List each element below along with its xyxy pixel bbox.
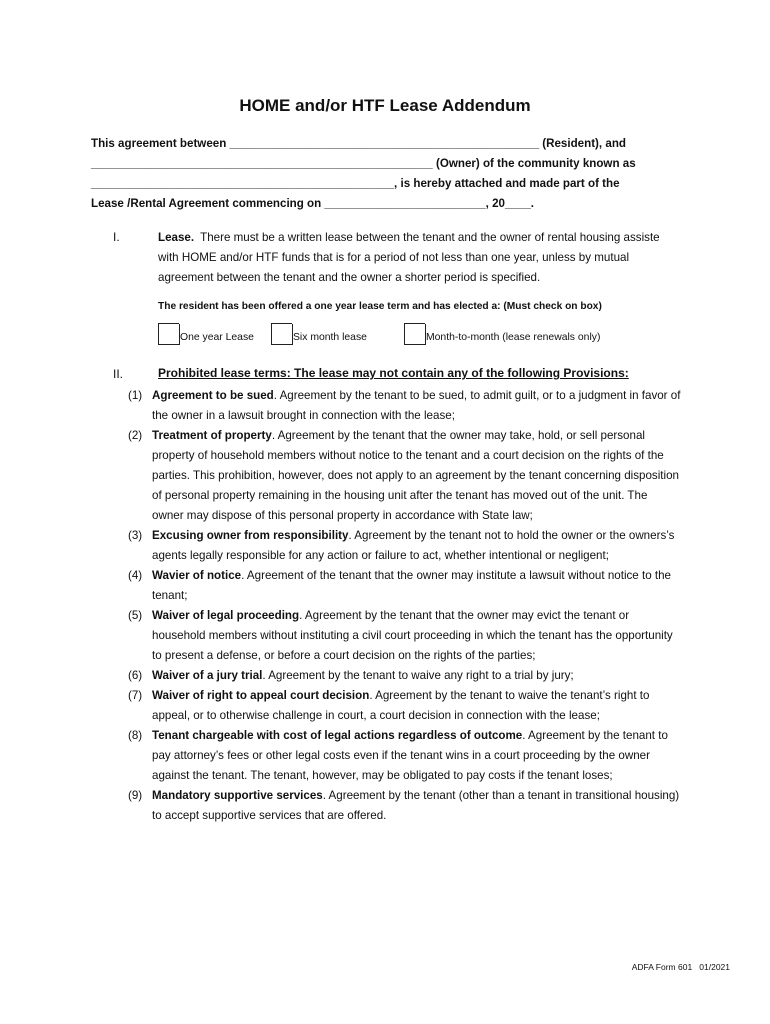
item-text: . Agreement by the tenant that the owner may evict the tenant or household members without instituting a civil court proceeding in which the tenant has the opportunity to present a defense, or before a court decision on the rights of the parties; <box>152 609 673 662</box>
list-item <box>122 666 682 686</box>
item-number: (3) <box>128 529 143 542</box>
month-to-month-label: Month-to-month (lease renewals only) <box>426 332 601 343</box>
list-item <box>122 386 682 426</box>
section-1-number: I. <box>113 230 120 244</box>
form-footer: ADFA Form 601 01/2021 <box>631 962 730 972</box>
prohibited-terms-list <box>122 386 682 826</box>
item-title: Waiver of right to appeal court decision <box>152 689 370 702</box>
intro-line-4: Lease /Rental Agreement commencing on _________________________, 20____. <box>91 197 534 210</box>
list-item <box>122 686 682 726</box>
item-number: (7) <box>128 689 143 702</box>
list-item <box>122 426 682 526</box>
item-text: . Agreement by the tenant not to hold the owner or the owners’s agents legally responsible for any action or failure to act, whether intentional or negligent; <box>152 529 675 562</box>
intro-paragraph <box>91 134 691 214</box>
item-number: (1) <box>128 389 143 402</box>
item-text: . Agreement by the tenant that the owner may take, hold, or sell personal property of household members without notice to the tenant and a court decision on the rights of the parties. This prohibition, however, does not apply to an agreement by the tenant concerning disposition of personal property remaining in the housing unit after the tenant has moved out of the unit. The owner may dispose of this personal property in accordance with State law; <box>152 429 679 522</box>
month-to-month-checkbox[interactable] <box>404 323 425 345</box>
item-text: . Agreement by the tenant to waive the tenant’s right to appeal, or to otherwise challenge in court, a court decision in connection with the lease; <box>152 689 650 722</box>
intro-line-1: This agreement between ________________________________________________ (Resident), and <box>91 137 626 150</box>
item-text: . Agreement by the tenant to be sued, to admit guilt, or to a judgment in favor of the owner in a lawsuit brought in connection with the lease; <box>152 389 681 422</box>
list-item <box>122 566 682 606</box>
item-text: . Agreement of the tenant that the owner may institute a lawsuit without notice to the tenant; <box>152 569 671 602</box>
item-number: (2) <box>128 429 143 442</box>
list-item <box>122 786 682 826</box>
document-title: HOME and/or HTF Lease Addendum <box>239 96 531 115</box>
item-number: (9) <box>128 789 143 802</box>
item-text: . Agreement by the tenant to waive any right to a trial by jury; <box>262 669 574 682</box>
item-title: Waiver of a jury trial <box>152 669 263 682</box>
section-1-heading: Lease. <box>158 231 195 244</box>
list-item <box>122 726 682 786</box>
item-text: . Agreement by the tenant (other than a tenant in transitional housing) to accept supportive services that are offered. <box>152 789 680 822</box>
one-year-checkbox[interactable] <box>158 323 179 345</box>
section-1-body <box>158 228 668 288</box>
item-title: Wavier of notice <box>152 569 242 582</box>
section-2-heading: Prohibited lease terms: The lease may not contain any of the following Provisions: <box>158 366 629 380</box>
item-title: Treatment of property <box>152 429 272 442</box>
item-number: (5) <box>128 609 143 622</box>
item-title: Agreement to be sued <box>152 389 274 402</box>
item-title: Tenant chargeable with cost of legal actions regardless of outcome <box>152 729 523 742</box>
section-1-text: There must be a written lease between the tenant and the owner of rental housing assiste with HOME and/or HTF funds that is for a period of not less than one year, unless by mutual agreement between the tenant and the owner a shorter period is specified. <box>158 231 660 284</box>
item-title: Mandatory supportive services <box>152 789 323 802</box>
intro-line-2: _____________________________________________________ (Owner) of the community known as <box>91 157 636 170</box>
item-number: (8) <box>128 729 143 742</box>
six-month-label: Six month lease <box>293 332 367 343</box>
list-item <box>122 526 682 566</box>
intro-line-3: _______________________________________________, is hereby attached and made part of the <box>91 177 620 190</box>
item-title: Excusing owner from responsibility <box>152 529 349 542</box>
item-number: (6) <box>128 669 143 682</box>
item-number: (4) <box>128 569 143 582</box>
lease-election-instruction: The resident has been offered a one year lease term and has elected a: (Must check on box) <box>158 301 602 312</box>
list-item <box>122 606 682 666</box>
item-text: . Agreement by the tenant to pay attorney’s fees or other legal costs even if the tenant wins in a court proceeding by the owner against the tenant. The tenant, however, may be obligated to pay costs if the tenant loses; <box>152 729 668 782</box>
one-year-label: One year Lease <box>180 332 254 343</box>
section-2-number: II. <box>113 367 124 381</box>
six-month-checkbox[interactable] <box>271 323 292 345</box>
item-title: Waiver of legal proceeding <box>152 609 300 622</box>
